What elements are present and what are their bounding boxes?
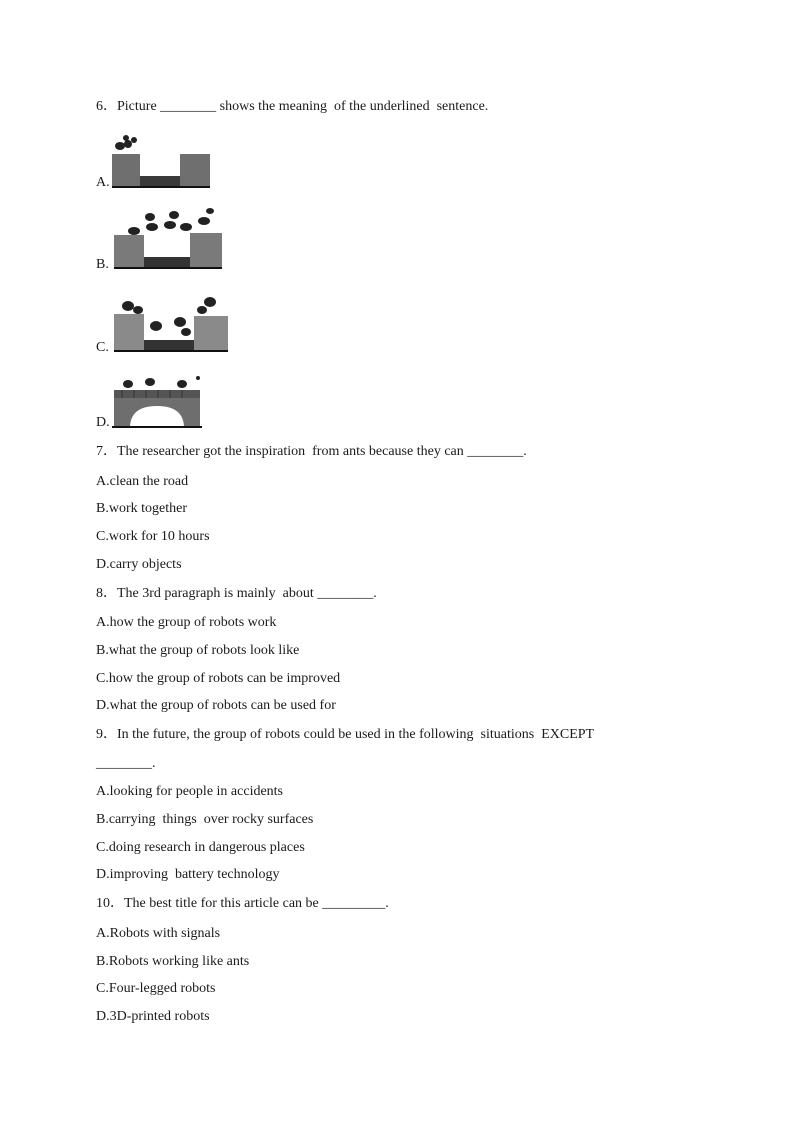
q9-option-c: C.doing research in dangerous places xyxy=(96,840,305,855)
q8-option-b: B.what the group of robots look like xyxy=(96,643,300,658)
q7-option-d: D.carry objects xyxy=(96,557,182,572)
q6-option-d-picture xyxy=(112,372,202,428)
q6-option-a-picture xyxy=(112,132,212,188)
q9-option-a: A.looking for people in accidents xyxy=(96,784,284,799)
question-9-stem: 9．In the future, the group of robots could be used in the following situations EXCEPT xyxy=(96,727,595,742)
q6-option-c-label: C. xyxy=(96,340,109,355)
q6-option-a-label: A. xyxy=(96,175,110,190)
q10-option-b: B.Robots working like ants xyxy=(96,954,250,969)
question-7-stem: 7．The researcher got the inspiration from ants because they can ________. xyxy=(96,444,527,459)
q6-option-c-picture xyxy=(114,292,230,352)
q9-option-d: D.improving battery technology xyxy=(96,867,280,882)
question-9-stem-continued: ________. xyxy=(96,756,156,771)
q10-option-a: A.Robots with signals xyxy=(96,926,221,941)
q6-option-b-picture xyxy=(114,205,224,269)
question-10-stem: 10．The best title for this article can be _________. xyxy=(96,896,389,911)
question-8-stem: 8．The 3rd paragraph is mainly about ________. xyxy=(96,586,377,601)
q10-option-d: D.3D-printed robots xyxy=(96,1009,210,1024)
q6-option-d-label: D. xyxy=(96,415,110,430)
q7-option-b: B.work together xyxy=(96,501,187,516)
q6-option-b-label: B. xyxy=(96,257,109,272)
q8-option-a: A.how the group of robots work xyxy=(96,615,277,630)
q9-option-b: B.carrying things over rocky surfaces xyxy=(96,812,314,827)
question-6-stem: 6．Picture ________ shows the meaning of the underlined sentence. xyxy=(96,99,489,114)
q8-option-c: C.how the group of robots can be improved xyxy=(96,671,341,686)
q10-option-c: C.Four-legged robots xyxy=(96,981,216,996)
q7-option-a: A.clean the road xyxy=(96,474,189,489)
q8-option-d: D.what the group of robots can be used for xyxy=(96,698,336,713)
q7-option-c: C.work for 10 hours xyxy=(96,529,210,544)
